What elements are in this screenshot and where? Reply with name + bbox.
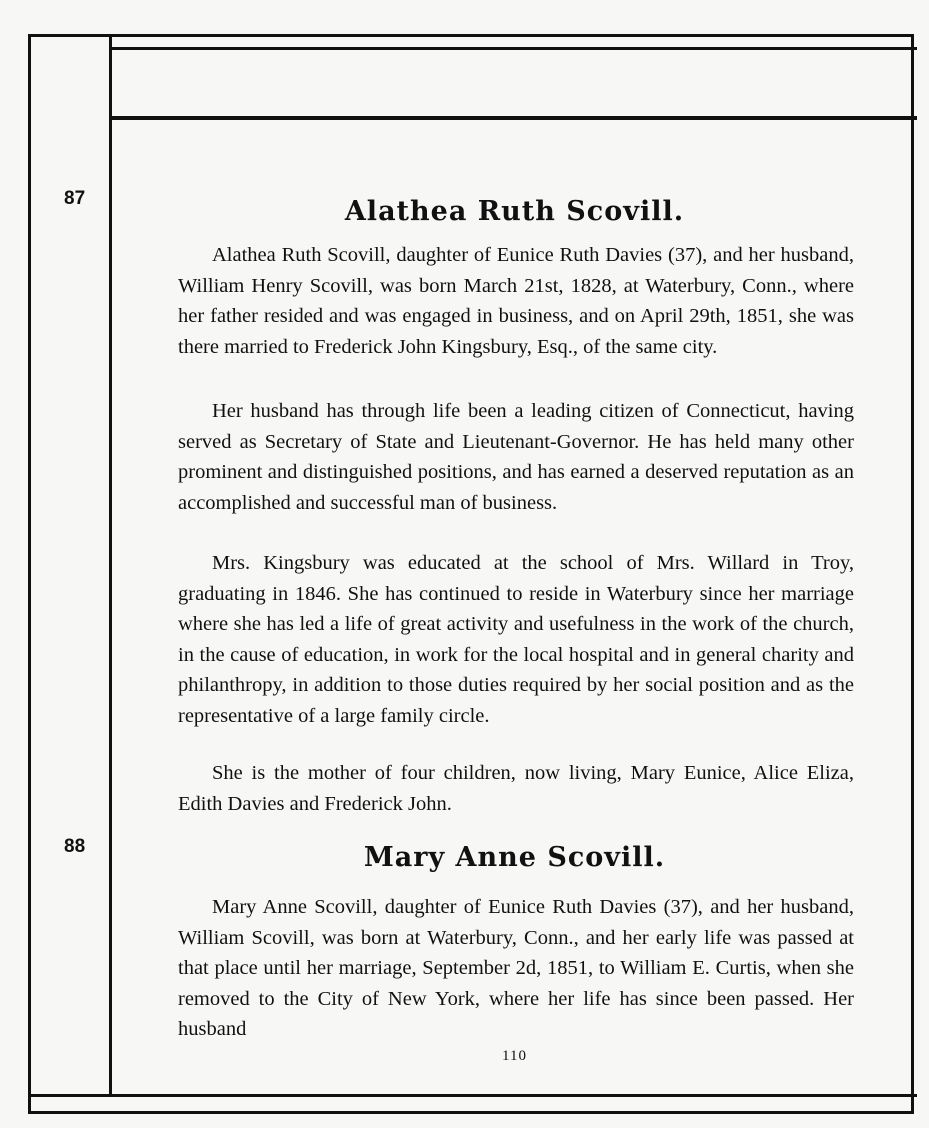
paragraph <box>178 892 854 1045</box>
paragraph-text: Her husband has through life been a leading citizen of Connecticut, having served as Secretary of State and Lieutenant-Governor. He has held many other prominent and distinguished positions, and has earned a deserved reputation as an accomplished and successful man of business. <box>178 400 854 514</box>
entry-number: 88 <box>64 836 86 857</box>
entry-heading: Mary Anne Scovill. <box>363 842 666 873</box>
paragraph <box>178 396 854 518</box>
entry-heading: Alathea Ruth Scovill. <box>344 196 685 227</box>
entry-number: 87 <box>64 188 86 209</box>
header-rule-bottom <box>112 116 917 120</box>
paragraph <box>178 548 854 731</box>
paragraph-text: She is the mother of four children, now living, Mary Eunice, Alice Eliza, Edith Davies and Frederick John. <box>178 762 854 815</box>
page-number: 110 <box>502 1048 527 1064</box>
footer-rule <box>28 1094 917 1097</box>
paragraph <box>178 758 854 819</box>
header-rule-top <box>109 47 917 50</box>
margin-divider <box>109 34 112 1096</box>
paragraph-text: Mrs. Kingsbury was educated at the school of Mrs. Willard in Troy, graduating in 1846. She has continued to reside in Waterbury since her marriage where she has led a life of great activity and usefulness in the work of the church, in the cause of education, in work for the local hospital and in general charity and philanthropy, in addition to those duties required by her social position and as the representative of a large family circle. <box>178 552 854 727</box>
paragraph <box>178 240 854 362</box>
paragraph-text: Mary Anne Scovill, daughter of Eunice Ruth Davies (37), and her husband, William Scovill, was born at Waterbury, Conn., and her early life was passed at that place until her marriage, September 2d, 1851, to William E. Curtis, when she removed to the City of New York, where her life has since been passed. Her husband <box>178 896 854 1040</box>
paragraph-text: Alathea Ruth Scovill, daughter of Eunice Ruth Davies (37), and her husband, William Henry Scovill, was born March 21st, 1828, at Waterbury, Conn., where her father resided and was engaged in business, and on April 29th, 1851, she was there married to Frederick John Kingsbury, Esq., of the same city. <box>178 244 854 358</box>
